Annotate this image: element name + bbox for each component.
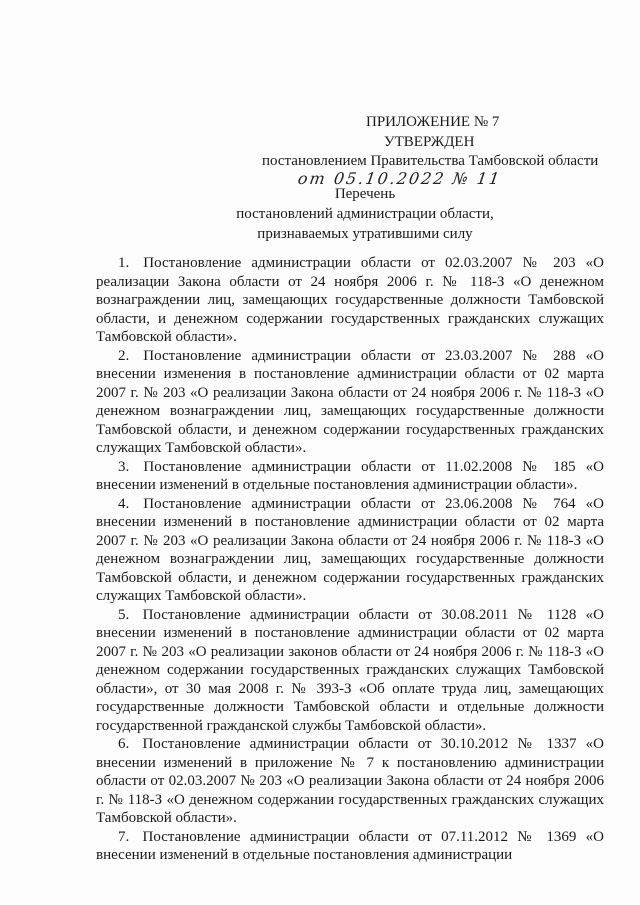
item-number: 7. [118,828,130,845]
item-text: Постановление администрации области от 02.03.2007 № 203 «О реализации Закона области от 24 ноября 2006 г. № 118-З «О денежном вознаграждении лиц, замещающих государственные должности Тамбовской области, и денежном содержании государственных гражданских служащих Тамбовской области». [96,255,605,345]
item-text: Постановление администрации области от 07.11.2012 № 1369 «О внесении изменений в отдельные постановления администрации [96,828,604,863]
approved-by-line: постановлением Правительства Тамбовской области [262,153,599,169]
item-text: Постановление администрации области от 30.08.2011 № 1128 «О внесении изменений в постановление администрации области от 02 марта 2007 г. № 203 «О реализации законов области от 24 ноября 2006 г. № 118-З «О денежном содержании государственных гражданских служащих Тамбовской области», от 30 мая 2008 г. № 393-З «Об оплате труда лиц, замещающих государственные должности Тамбовской области и отдельные должности государственной гражданской службы Тамбовской области». [96,606,604,734]
item-number: 1. [118,255,130,271]
list-item [96,347,604,458]
item-text: Постановление администрации области от 23.03.2007 № 288 «О внесении изменения в постановление администрации области от 02 марта 2007 г. № 203 «О реализации Закона области от 24 ноября 2006 г. № 118-З «О денежном вознаграждении лиц, замещающих государственные должности Тамбовской области, и денежном содержании государственных гражданских служащих Тамбовской области». [96,347,605,456]
item-text: Постановление администрации области от 23.06.2008 № 764 «О внесении изменений в постановление администрации области от 02 марта 2007 г. № 203 «О реализации Закона области от 24 ноября 2006 г. № 118-З «О денежном вознаграждении лиц, замещающих государственные должности Тамбовской области, и денежном содержании государственных гражданских служащих Тамбовской области». [96,495,605,604]
list-item [96,458,604,495]
resolutions-list [96,254,604,865]
heading-line-3: признаваемых утратившими силу [257,226,473,242]
item-number: 2. [118,347,130,364]
item-text: Постановление администрации области от 11.02.2008 № 185 «О внесении изменений в отдельные постановления администрации области». [96,458,605,493]
list-item [96,495,604,606]
appendix-title: ПРИЛОЖЕНИЕ № 7 [366,114,500,130]
item-number: 4. [118,495,130,512]
heading-line-2: постановлений администрации области, [236,206,494,222]
approved-title: УТВЕРЖДЕН [384,134,475,150]
item-number: 5. [118,606,130,623]
item-text: Постановление администрации области от 30.10.2012 № 1337 «О внесении изменений в приложение № 7 к постановлению администрации области от 02.03.2007 № 203 «О реализации Закона области от 24 ноября 2006 г. № 118-З «О денежном содержании государственных гражданских служащих Тамбовской области». [96,736,604,826]
list-item [96,606,604,736]
heading-line-1: Перечень [334,186,396,202]
item-number: 6. [118,736,130,752]
list-item [96,254,604,347]
list-item [96,828,604,865]
item-number: 3. [118,458,130,475]
list-item [96,735,604,828]
handwritten-date-number: от 05.10.2022 № 11 [296,169,503,188]
document-heading [0,184,640,244]
